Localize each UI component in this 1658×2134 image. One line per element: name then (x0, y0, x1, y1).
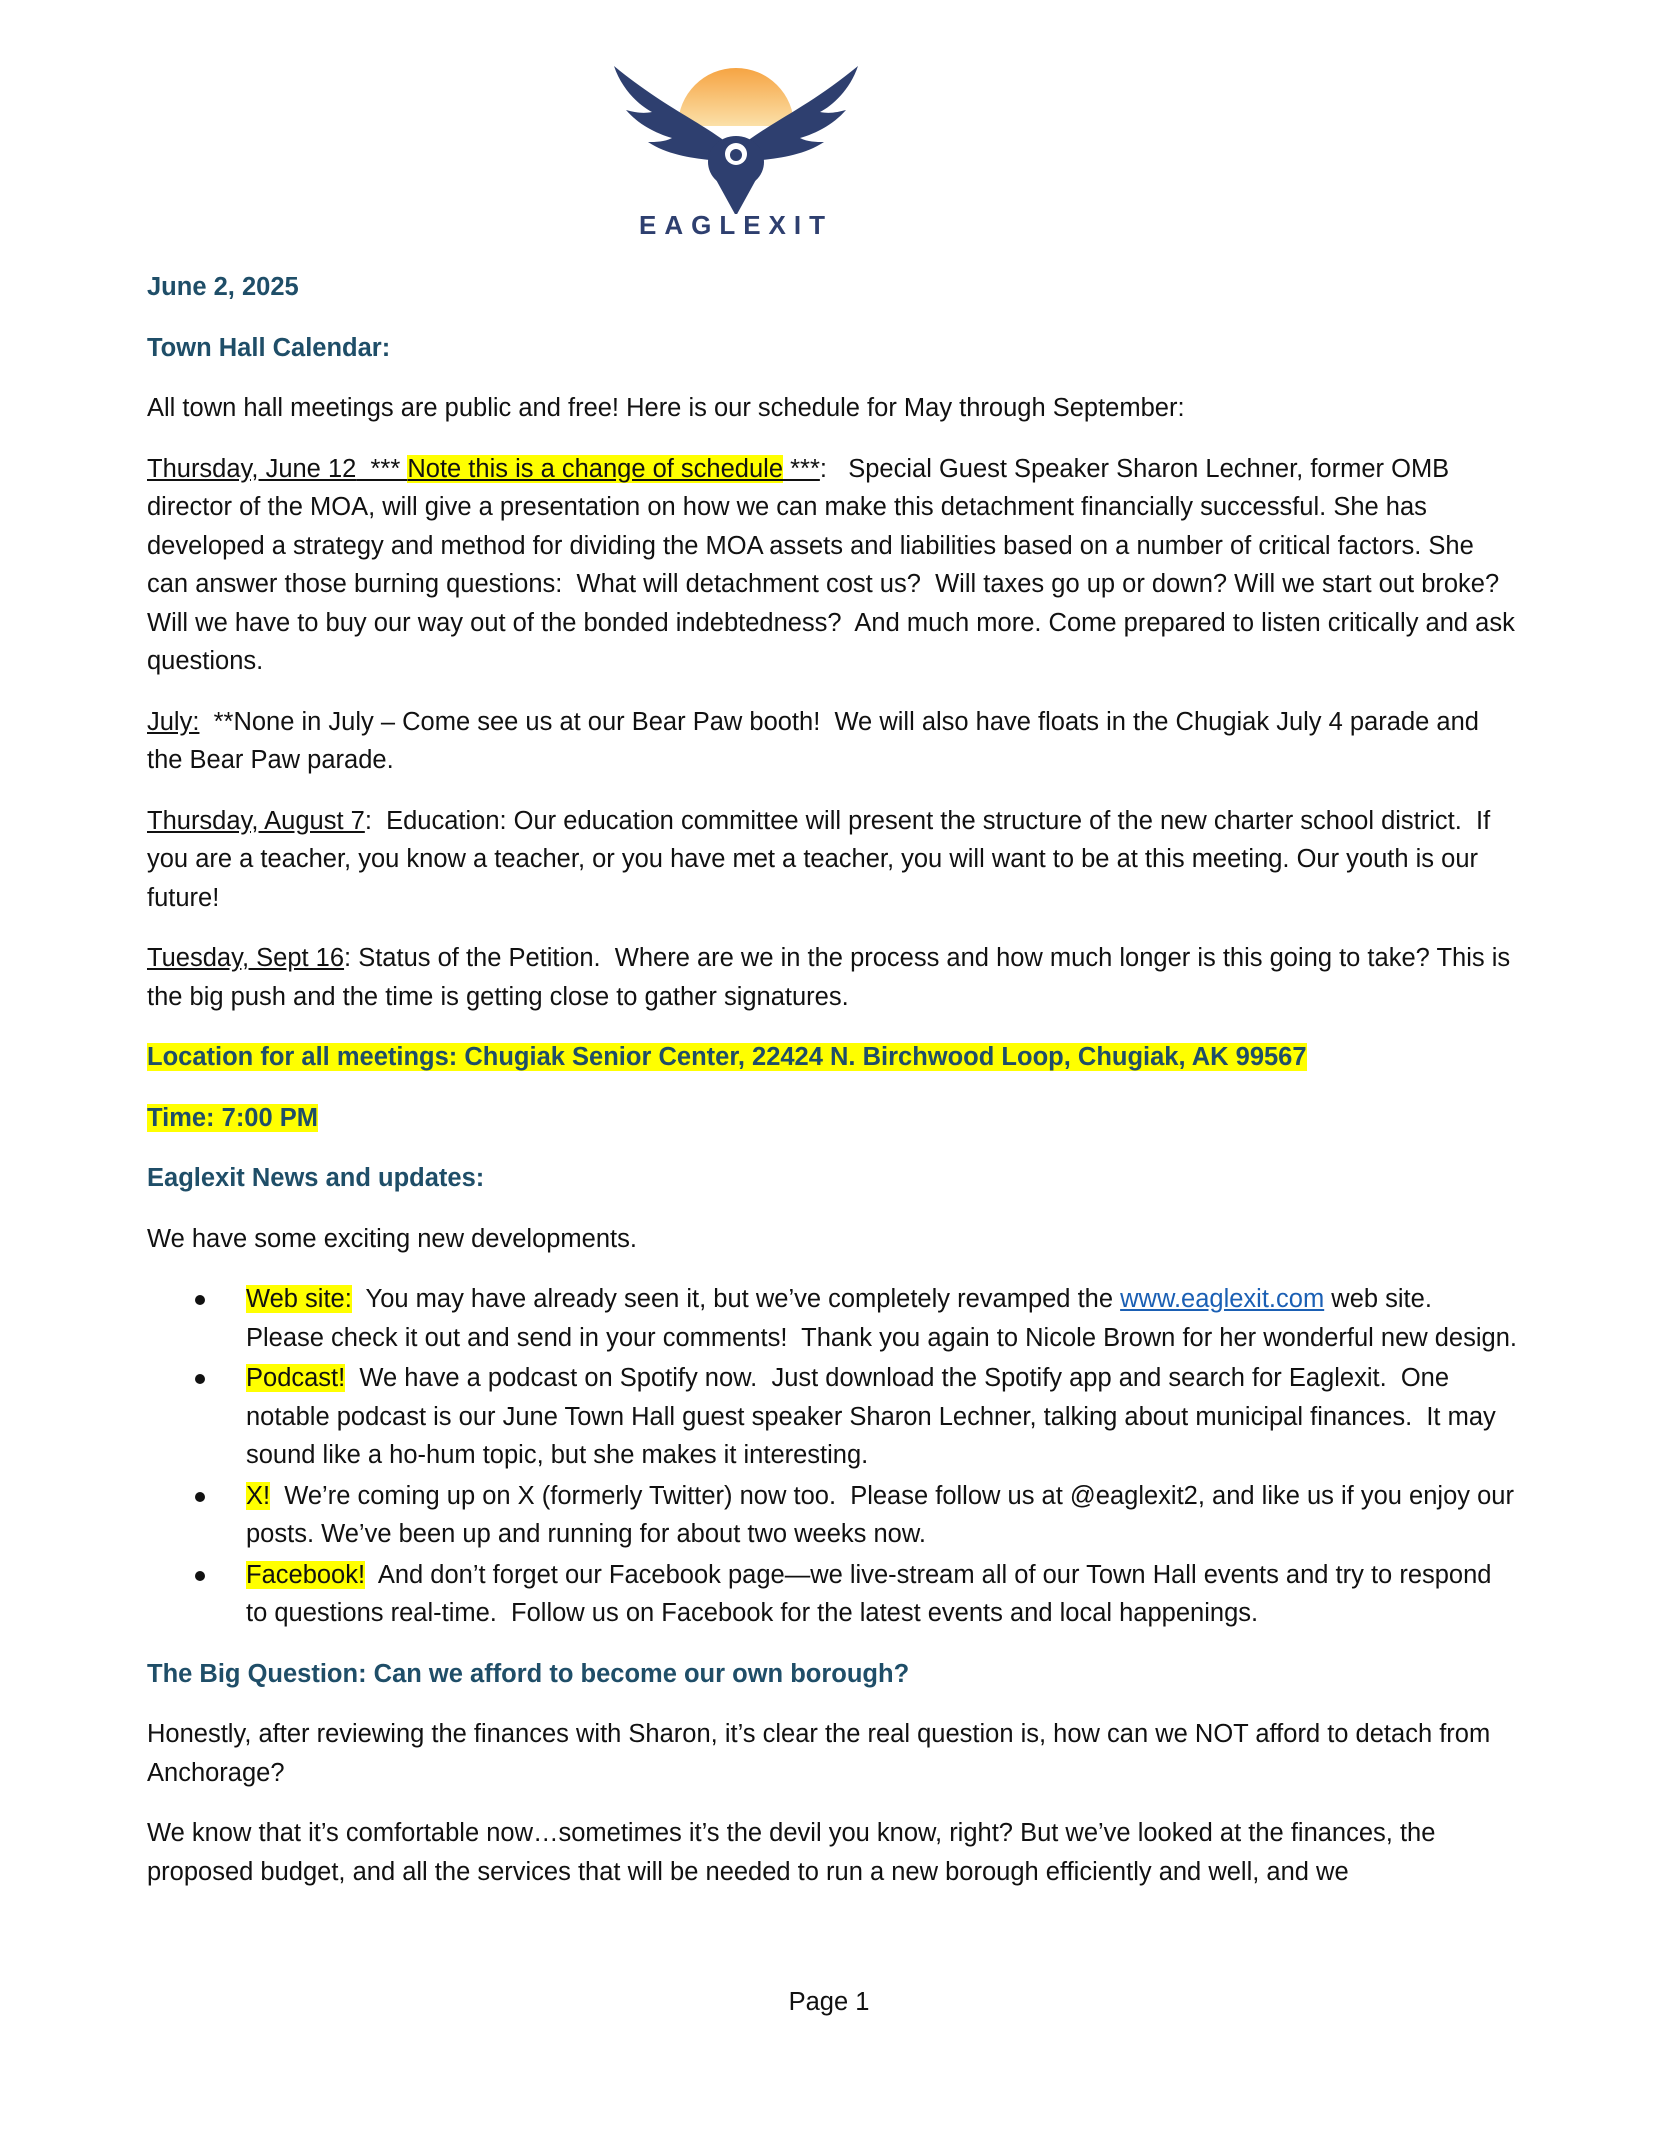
event-date-sept-16: Tuesday, Sept 16 (147, 944, 345, 972)
news-list (147, 1280, 1522, 1633)
event-august-7 (147, 802, 1517, 918)
event-description: **None in July – Come see us at our Bear Paw booth! We will also have floats in the Chugiak July 4 parade and the Bear Paw parade. (147, 707, 1487, 774)
bullet-icon (195, 1295, 205, 1305)
event-description: : Education: Our education committee will present the structure of the new charter school district. If you are a teacher, you know a teacher, or you have met a teacher, you will want to be at this meeting. Our youth is our future! (147, 806, 1498, 912)
event-sept-16 (147, 939, 1517, 1016)
bullet-icon (195, 1571, 205, 1581)
news-item-label: Podcast! (246, 1364, 346, 1392)
event-date-august-7: Thursday, August 7 (147, 806, 365, 835)
calendar-intro: All town hall meetings are public and free! Here is our schedule for May through September: (147, 394, 1185, 422)
big-question-paragraph: We know that it’s comfortable now…sometimes it’s the devil you know, right? But we’ve looked at the finances, the proposed budget, and all the services that will be needed to run a new borough efficiently and well, and we (147, 1819, 1436, 1886)
document-date: June 2, 2025 (147, 273, 299, 301)
news-item-label: Web site: (246, 1285, 352, 1313)
meeting-time: Time: 7:00 PM (147, 1103, 319, 1132)
event-date-july: July: (147, 707, 200, 736)
list-item: Web site: You may have already seen it, but we’ve completely revamped the www.eaglexit.com web site. Please check it out and send in your comments! Thank you again to Nicole Brown for her wonderful new design. (147, 1280, 1517, 1357)
list-item: Podcast! We have a podcast on Spotify now. Just download the Spotify app and search for Eaglexit. One notable podcast is our June Town Hall guest speaker Sharon Lechner, talking about municipal finances. It may sound like a ho-hum topic, but she makes it interesting. (147, 1359, 1517, 1475)
news-intro: We have some exciting new developments. (147, 1224, 637, 1253)
calendar-heading: Town Hall Calendar: (147, 333, 391, 362)
news-item-label: X! (246, 1481, 271, 1510)
meeting-location: Location for all meetings: Chugiak Senior Center, 22424 N. Birchwood Loop, Chugiak, AK 99567 (147, 1043, 1307, 1071)
news-item-label: Facebook! (246, 1560, 366, 1589)
big-question-paragraph: Honestly, after reviewing the finances with Sharon, it’s clear the real question is, how can we NOT afford to detach from Anchorage? (147, 1720, 1491, 1787)
meeting-location-line (147, 1038, 1517, 1077)
logo-wordmark: EAGLEXIT (638, 210, 833, 240)
event-june-12: Thursday, June 12 *** Note this is a change of schedule ***: Special Guest Speaker Sharon Lechner, former OMB director of the MOA, will give a presentation on how we can make this detachment financially successful. She has developed a strategy and method for dividing the MOA assets and liabilities based on a number of critical factors. She can answer those burning questions: What will detachment cost us? Will taxes go up or down? Will we start out broke? Will we have to buy our way out of the bonded indebtedness? And much more. Come prepared to listen critically and ask questions. (147, 454, 1522, 675)
meeting-time-line (147, 1099, 1517, 1138)
big-question-heading: The Big Question: Can we afford to become our own borough? (147, 1659, 910, 1688)
event-july (147, 703, 1517, 780)
list-item: Facebook! And don’t forget our Facebook page—we live-stream all of our Town Hall events and try to respond to questions real-time. Follow us on Facebook for the latest events and local happenings. (147, 1556, 1517, 1633)
schedule-change-note: Note this is a change of schedule (407, 454, 784, 483)
news-heading: Eaglexit News and updates: (147, 1164, 485, 1192)
list-item: X! We’re coming up on X (formerly Twitter) now too. Please follow us at @eaglexit2, and like us if you enjoy our posts. We’ve been up and running for about two weeks now. (147, 1477, 1517, 1554)
event-description: : Status of the Petition. Where are we in the process and how much longer is this going to take? This is the big push and the time is getting close to gather signatures. (147, 944, 1518, 1011)
bullet-icon (195, 1492, 205, 1502)
website-link[interactable]: www.eaglexit.com (1120, 1285, 1325, 1313)
event-description: Special Guest Speaker Sharon Lechner, former OMB director of the MOA, will give a presentation on how we can make this detachment financially successful. She has developed a strategy and method for dividing the MOA assets and liabilities based on a number of critical factors. She can answer those burning questions: What will detachment cost us? Will taxes go up or down? Will we start out broke? Will we have to buy our way out of the bonded indebtedness? And much more. Come prepared to listen critically and ask questions. (147, 454, 1522, 675)
event-date-june-12: Thursday, June 12 *** Note this is a change of schedule *** (147, 454, 820, 483)
bullet-icon (195, 1374, 205, 1384)
document-body (147, 268, 1522, 1913)
page-number: Page 1 (788, 1988, 870, 2016)
